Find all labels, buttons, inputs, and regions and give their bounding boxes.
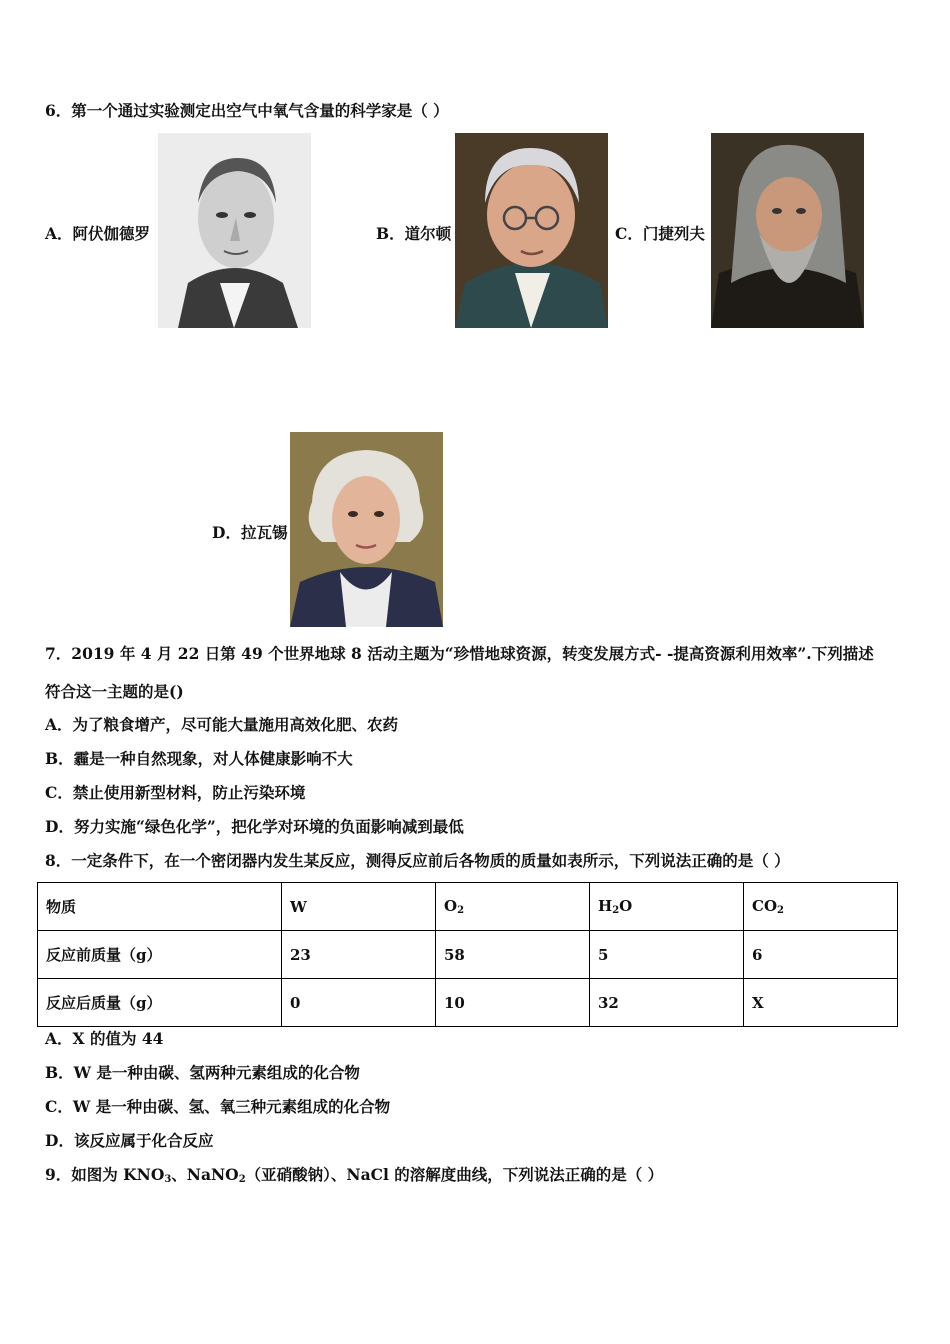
cell-value: 0 — [282, 979, 436, 1027]
row-label: 反应后质量（g） — [38, 979, 282, 1027]
lavoisier-portrait — [290, 432, 443, 627]
q8-option-d: D．该反应属于化合反应 — [45, 1131, 214, 1150]
q6-stem: 6．第一个通过实验测定出空气中氧气含量的科学家是（ ） — [45, 101, 449, 120]
q8-option-c: C．W 是一种由碳、氢、氧三种元素组成的化合物 — [45, 1097, 391, 1116]
q6-option-b-label: B．道尔顿 — [376, 224, 452, 243]
q8-option-b: B．W 是一种由碳、氢两种元素组成的化合物 — [45, 1063, 360, 1082]
q6-option-a-label: A．阿伏伽德罗 — [45, 224, 151, 243]
table-header-row — [38, 883, 898, 931]
cell-value: 58 — [436, 931, 590, 979]
header-o2: $O_2$ — [436, 883, 590, 931]
q6-option-d-label: D．拉瓦锡 — [212, 523, 288, 542]
q7-stem-line1: 7．2019 年 4 月 22 日第 49 个世界地球 8 活动主题为“珍惜地球资源，转变发展方式- -提高资源利用效率”.下列描述 — [45, 644, 874, 663]
q7-option-c: C．禁止使用新型材料，防止污染环境 — [45, 783, 306, 802]
mass-table — [37, 882, 898, 1027]
cell-value: 5 — [590, 931, 744, 979]
cell-value: 23 — [282, 931, 436, 979]
cell-value: 10 — [436, 979, 590, 1027]
q8-stem: 8．一定条件下，在一个密闭器内发生某反应，测得反应前后各物质的质量如表所示，下列说法正确的是（ ） — [45, 851, 790, 870]
q7-stem-line2: 符合这一主题的是() — [45, 682, 184, 701]
header-co2: $CO_2$ — [744, 883, 898, 931]
row-label: 反应前质量（g） — [38, 931, 282, 979]
cell-value: 32 — [590, 979, 744, 1027]
dalton-portrait — [455, 133, 608, 328]
header-h2o: $H_2O$ — [590, 883, 744, 931]
q7-option-a: A．为了粮食增产，尽可能大量施用高效化肥、农药 — [45, 715, 399, 734]
table-row — [38, 931, 898, 979]
cell-value: X — [744, 979, 898, 1027]
avogadro-portrait — [158, 133, 311, 328]
cell-value: 6 — [744, 931, 898, 979]
table-row — [38, 979, 898, 1027]
q9-stem: 9．如图为 $KNO_3$、NaNO$_2$（亚硝酸钠）、NaCl 的溶解度曲线，下列说法正确的是（ ） — [45, 1165, 664, 1185]
q7-option-b: B．霾是一种自然现象，对人体健康影响不大 — [45, 749, 353, 768]
q8-option-a: A．X 的值为 44 — [45, 1029, 164, 1048]
q7-option-d: D．努力实施“绿色化学”，把化学对环境的负面影响减到最低 — [45, 817, 464, 836]
header-substance: 物质 — [38, 883, 282, 931]
header-w: W — [282, 883, 436, 931]
mendeleev-portrait — [711, 133, 864, 328]
q6-option-c-label: C．门捷列夫 — [615, 224, 705, 243]
